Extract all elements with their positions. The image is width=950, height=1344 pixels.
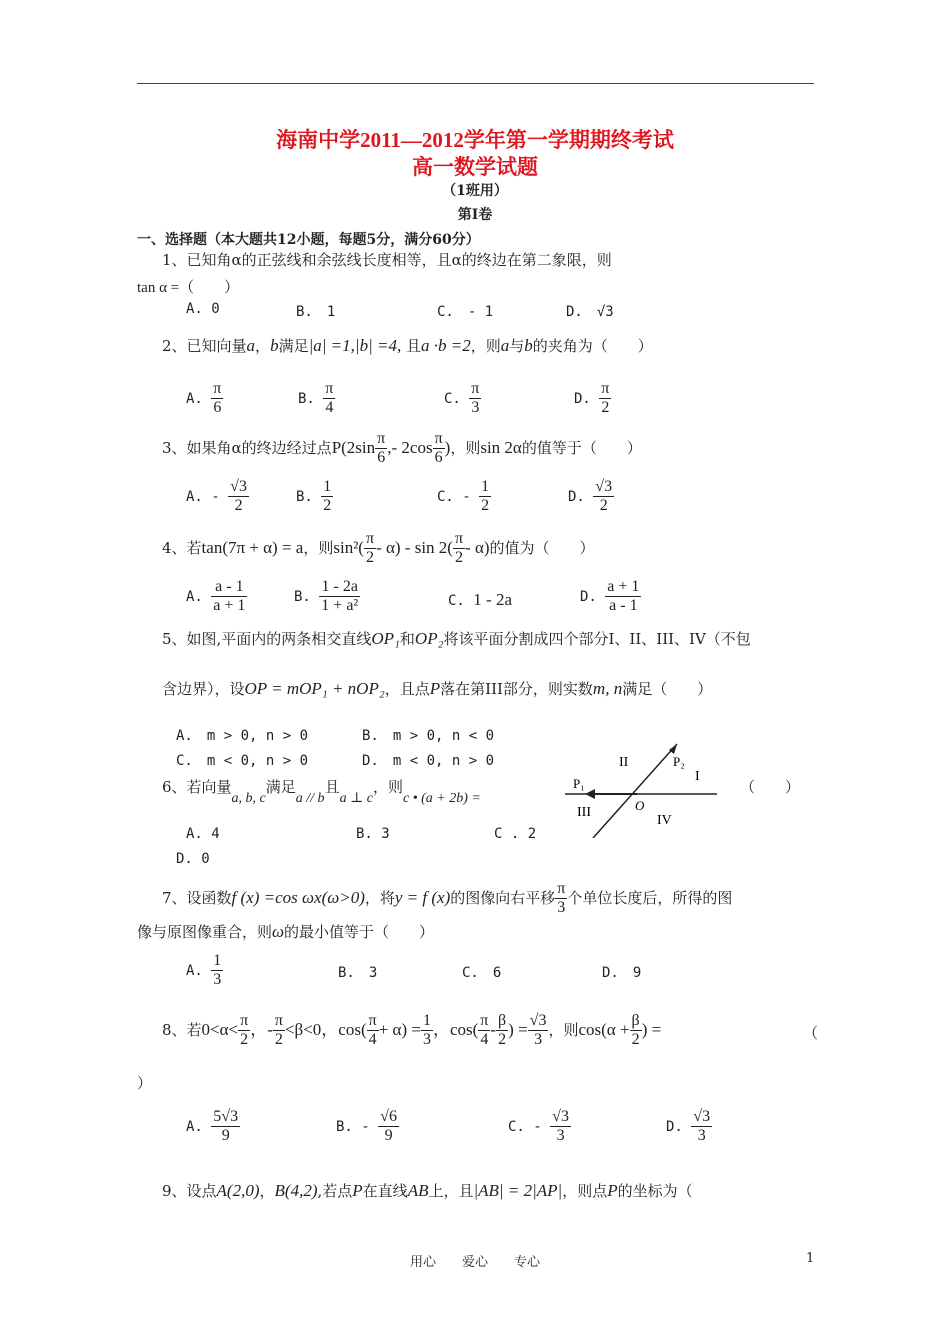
q8-option-a: A. $\frac{5√3}{9}$ (186, 1108, 239, 1145)
header-rule (137, 83, 814, 84)
volume-label: 第I卷 (457, 207, 493, 223)
page-number: 1 (806, 1251, 815, 1266)
q6-stem: 6、若向量a, b, c满足a // b且a ⊥ c，则c • (a + 2b) = (162, 778, 481, 806)
q8-option-c: C. - $\frac{√3}{3}$ (508, 1108, 569, 1145)
exam-title: 海南中学2011—2012学年第一学期期终考试 (276, 128, 674, 152)
q5-option-d: D. m < 0, n > 0 (362, 753, 495, 769)
q8-option-b: B. - $\frac{√6}{9}$ (336, 1108, 397, 1145)
q8-paren-close: ） (137, 1074, 153, 1092)
q8-paren-open: （ (803, 1024, 819, 1042)
q2-stem: 2、已知向量a，b满足|a| =1,|b| =4, 且a ·b =2，则a与b的夹角为（ ） (162, 336, 653, 355)
q1-option-a: A. 0 (186, 301, 220, 317)
q7-option-d: D. 9 (602, 965, 642, 981)
q6-answer-paren: （ ） (740, 778, 801, 796)
q4-option-a: A. $\frac{a - 1}{a + 1}$ (186, 578, 246, 615)
class-note: （1班用） (442, 183, 508, 199)
q3-option-b: B. $\frac{1}{2}$ (296, 478, 332, 515)
q1-option-b: B. 1 (296, 304, 336, 320)
figure-intersecting-lines (565, 738, 725, 838)
q5-option-c: C. m < 0, n > 0 (176, 753, 309, 769)
q3-option-a: A. - $\frac{√3}{2}$ (186, 478, 247, 515)
q7-option-b: B. 3 (338, 965, 378, 981)
q1-stem: 1、已知角α的正弦线和余弦线长度相等，且α的终边在第二象限，则 (162, 251, 612, 269)
q7-option-c: C. 6 (462, 965, 502, 981)
q2-option-d: D. $\frac{\pi}{2}$ (574, 380, 610, 417)
q5-option-b: B. m > 0, n < 0 (362, 728, 495, 744)
footer-motto: 用心 爱心 专心 (409, 1255, 540, 1270)
section-heading: 一、选择题（本大题共12小题，每题5分，满分60分） (137, 232, 480, 248)
origin-label: O (635, 798, 645, 813)
q1-option-d: D. √3 (566, 304, 614, 320)
q1-stem2: tan α =（ ） (137, 280, 240, 296)
q5-stem: 5、如图,平面内的两条相交直线OP₁和OP₂将该平面分割成四个部分I、II、III、IV（不包 (162, 629, 751, 648)
region-3-label: III (577, 805, 591, 820)
q4-stem: 4、若tan(7π + α) = a，则sin²( $\frac{\pi}{2}$ - α) - sin 2( $\frac{\pi}{2}$ - α)的值为（ ） (162, 530, 595, 567)
q3-option-c: C. - $\frac{1}{2}$ (437, 478, 490, 515)
q3-stem: 3、如果角α的终边经过点P(2sin $\frac{\pi}{6}$ ,- 2cos $\frac{\pi}{6}$ )，则sin 2α的值等于（ ） (162, 430, 642, 467)
q2-option-a: A. $\frac{\pi}{6}$ (186, 380, 222, 417)
region-1-label: I (695, 769, 700, 784)
p2-label: P₂ (673, 754, 685, 769)
region-2-label: II (619, 755, 629, 770)
q2-option-b: B. $\frac{\pi}{4}$ (298, 380, 334, 417)
q6-option-c: C . 2 (494, 826, 537, 842)
q7-stem-line2: 像与原图像重合，则ω的最小值等于（ ） (137, 922, 435, 941)
q8-stem: 8、若0<α< $\frac{\pi}{2}$ ，- $\frac{\pi}{2}$ <β<0，cos( $\frac{\pi}{4}$ + α) = $\frac{1}{3}$ ，cos( $\frac{\pi}{4}$ - $\frac{\beta}{2}$ ) = $\frac{√3}{3}$ ，则cos(α + $\frac{\beta}{2}$ ) = (162, 1012, 662, 1049)
q8-option-d: D. $\frac{√3}{3}$ (666, 1108, 711, 1145)
q7-stem: 7、设函数f (x) =cos ωx(ω>0)，将y = f (x)的图像向右平移 $\frac{\pi}{3}$ 个单位长度后，所得的图 (162, 880, 733, 917)
q4-option-c: C. 1 - 2a (448, 590, 513, 609)
q3-option-d: D. $\frac{√3}{2}$ (568, 478, 613, 515)
exam-subtitle: 高一数学试题 (412, 155, 538, 179)
q6-option-a: A. 4 (186, 826, 220, 842)
p1-label: P₁ (573, 776, 585, 791)
q1-option-c: C. - 1 (437, 304, 494, 320)
q4-option-d: D. $\frac{a + 1}{a - 1}$ (580, 578, 640, 615)
q7-option-a: A. $\frac{1}{3}$ (186, 952, 222, 989)
region-4-label: IV (657, 813, 672, 828)
q2-option-c: C. $\frac{\pi}{3}$ (444, 380, 480, 417)
q6-option-d: D. 0 (176, 851, 210, 867)
q4-option-b: B. $\frac{1 - 2a}{\text{1 + a²}}$ (294, 578, 359, 615)
q6-option-b: B. 3 (356, 826, 390, 842)
q9-stem: 9、设点A(2,0)，B(4,2),若点P在直线AB上，且|AB| = 2|AP|，则点P的坐标为（ (162, 1181, 693, 1200)
q5-option-a: A. m > 0, n > 0 (176, 728, 309, 744)
q5-stem-line2: 含边界），设OP = mOP₁ + nOP₂，且点P落在第III部分，则实数m, n满足（ ） (162, 679, 713, 698)
